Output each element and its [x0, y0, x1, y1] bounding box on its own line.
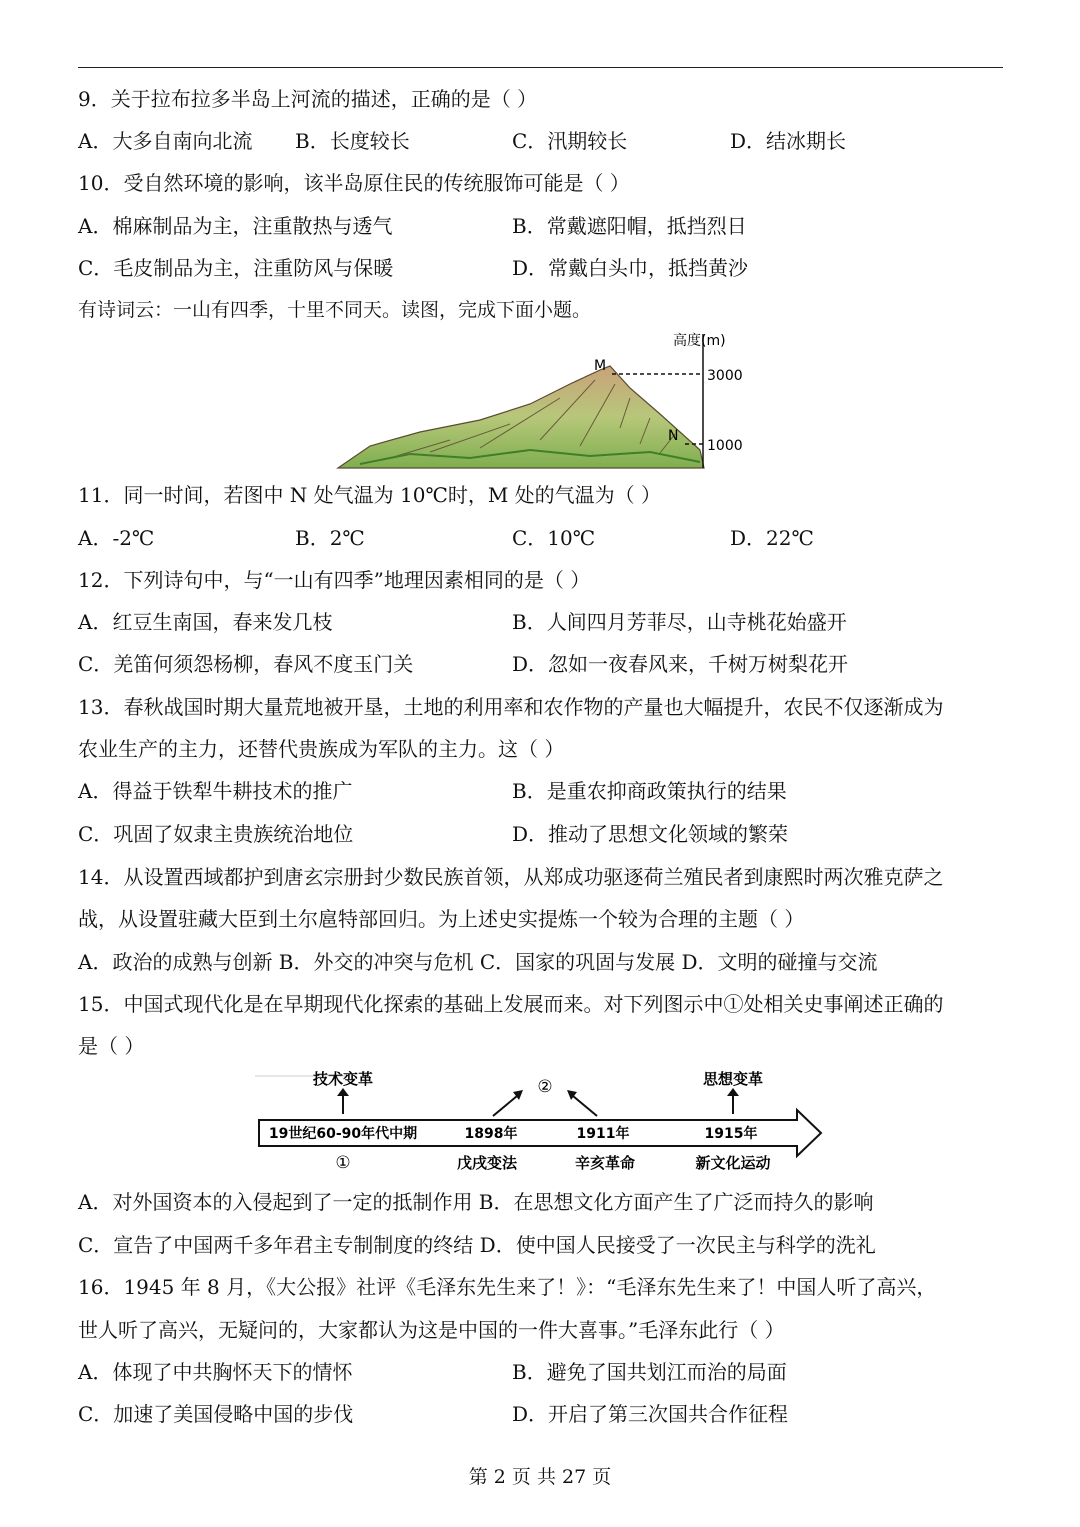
q10-option-a: A．棉麻制品为主，注重散热与透气 [78, 214, 393, 238]
header-rule [78, 67, 1003, 68]
q10-stem: 10．受自然环境的影响，该半岛原住民的传统服饰可能是（ ） [78, 171, 630, 195]
timeline-label-2: ② [537, 1077, 553, 1097]
q13-option-a: A．得益于铁犁牛耕技术的推广 [78, 779, 353, 803]
q12-option-c: C．羌笛何须怨杨柳，春风不度玉门关 [78, 652, 414, 676]
axis-label: 高度(m) [673, 333, 726, 349]
q15-options-line2: C．宣告了中国两千多年君主专制制度的终结 D．使中国人民接受了一次民主与科学的洗礼 [78, 1233, 876, 1257]
timeline-figure [255, 1068, 825, 1178]
q13-option-d: D．推动了思想文化领域的繁荣 [512, 822, 789, 846]
q16-stem-line2: 世人听了高兴，无疑问的，大家都认为这是中国的一件大喜事。”毛泽东此行（ ） [78, 1318, 785, 1342]
q11-option-c: C．10℃ [512, 526, 596, 550]
q13-stem-line2: 农业生产的主力，还替代贵族成为军队的主力。这（ ） [78, 737, 565, 761]
q9-stem: 9．关于拉布拉多半岛上河流的描述，正确的是（ ） [78, 87, 538, 111]
q9-option-a: A．大多自南向北流 [78, 129, 253, 153]
timeline-date-3: 1911年 [576, 1126, 630, 1142]
q9-option-b: B．长度较长 [295, 129, 410, 153]
q12-option-d: D．忽如一夜春风来，千树万树梨花开 [512, 652, 849, 676]
q11-option-b: B．2℃ [295, 526, 365, 550]
q12-stem: 12．下列诗句中，与“一山有四季”地理因素相同的是（ ） [78, 568, 591, 592]
q13-option-b: B．是重农抑商政策执行的结果 [512, 779, 787, 803]
timeline-date-1: 19世纪60-90年代中期 [268, 1126, 418, 1142]
point-m-label: M [594, 358, 607, 374]
q13-option-c: C．巩固了奴隶主贵族统治地位 [78, 822, 354, 846]
page-footer: 第 2 页 共 27 页 [468, 1466, 612, 1488]
q16-stem-line1: 16．1945 年 8 月，《大公报》社评《毛泽东先生来了！》：“毛泽东先生来了！中国人听了高兴， [78, 1275, 937, 1299]
mountain-figure [330, 328, 760, 473]
q11-option-a: A．-2℃ [78, 526, 155, 550]
q12-option-a: A．红豆生南国，春来发几枝 [78, 610, 333, 634]
q14-stem-line1: 14．从设置西域都护到唐玄宗册封少数民族首领，从郑成功驱逐荷兰殖民者到康熙时两次雅克萨之 [78, 865, 944, 889]
q11-stem: 11．同一时间，若图中 N 处气温为 10℃时，M 处的气温为（ ） [78, 483, 662, 507]
q9-option-d: D．结冰期长 [730, 129, 847, 153]
q9-option-c: C．汛期较长 [512, 129, 628, 153]
timeline-label-thought: 思想变革 [702, 1070, 764, 1088]
q16-option-d: D．开启了第三次国共合作征程 [512, 1402, 789, 1426]
timeline-date-4: 1915年 [704, 1126, 758, 1142]
timeline-bottom-2: 戊戌变法 [456, 1154, 518, 1172]
q14-options: A．政治的成熟与创新 B．外交的冲突与危机 C．国家的巩固与发展 D．文明的碰撞与交流 [78, 950, 878, 974]
q15-stem-line1: 15．中国式现代化是在早期现代化探索的基础上发展而来。对下列图示中①处相关史事阐述正确的 [78, 992, 944, 1016]
q15-options-line1: A．对外国资本的入侵起到了一定的抵制作用 B．在思想文化方面产生了广泛而持久的影响 [78, 1190, 874, 1214]
q14-stem-line2: 战，从设置驻藏大臣到土尔扈特部回归。为上述史实提炼一个较为合理的主题（ ） [78, 907, 805, 931]
q12-option-b: B．人间四月芳菲尽，山寺桃花始盛开 [512, 610, 847, 634]
q10-option-c: C．毛皮制品为主，注重防风与保暖 [78, 256, 394, 280]
q16-option-c: C．加速了美国侵略中国的步伐 [78, 1402, 354, 1426]
q15-stem-line2: 是（ ） [78, 1034, 145, 1058]
q16-option-a: A．体现了中共胸怀天下的情怀 [78, 1360, 353, 1384]
q13-stem-line1: 13．春秋战国时期大量荒地被开垦，土地的利用率和农作物的产量也大幅提升，农民不仅逐渐成为 [78, 695, 944, 719]
timeline-bottom-3: 辛亥革命 [574, 1154, 636, 1172]
q11-option-d: D．22℃ [730, 526, 814, 550]
q10-option-d: D．常戴白头巾，抵挡黄沙 [512, 256, 749, 280]
point-n-label: N [668, 428, 679, 444]
intro-11-12: 有诗词云：一山有四季，十里不同天。读图，完成下面小题。 [78, 299, 592, 321]
tick-3000: 3000 [707, 368, 743, 384]
timeline-bottom-1: ① [335, 1153, 351, 1173]
q16-option-b: B．避免了国共划江而治的局面 [512, 1360, 787, 1384]
q10-option-b: B．常戴遮阳帽，抵挡烈日 [512, 214, 747, 238]
timeline-bottom-4: 新文化运动 [695, 1154, 771, 1172]
tick-1000: 1000 [707, 438, 743, 454]
timeline-label-tech: 技术变革 [312, 1070, 374, 1088]
timeline-date-2: 1898年 [464, 1126, 518, 1142]
